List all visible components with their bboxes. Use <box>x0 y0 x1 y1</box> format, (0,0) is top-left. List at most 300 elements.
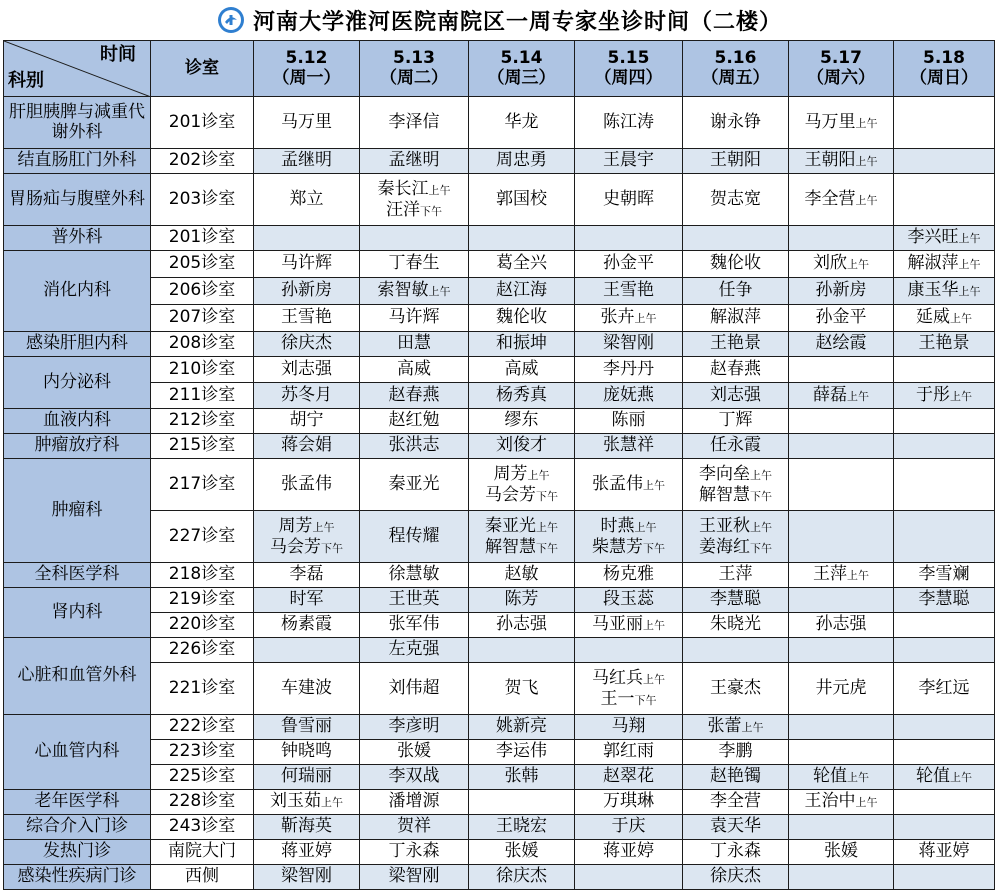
doctor-entry <box>683 254 788 274</box>
doctor-cell <box>469 149 575 174</box>
doctor-cell <box>575 459 683 511</box>
doctor-name: 蒋亚婷 <box>281 841 332 862</box>
doctor-name: 李雪斓 <box>918 564 970 585</box>
doctor-name: 张媛 <box>504 841 539 862</box>
doctor-cell <box>575 588 683 613</box>
doctor-entry <box>894 767 994 787</box>
doctor-cell <box>683 840 789 865</box>
department-cell: 普外科 <box>4 226 151 251</box>
doctor-entry <box>683 464 788 484</box>
doctor-name: 张慧祥 <box>603 435 654 456</box>
shift-label: 上午 <box>950 312 972 326</box>
day-header <box>789 41 894 97</box>
doctor-cell <box>789 588 894 613</box>
day-weekday: （周四） <box>594 67 663 88</box>
doctor-name: 秦亚光 <box>485 516 536 537</box>
shift-label: 上午 <box>950 771 972 785</box>
doctor-entry <box>360 817 468 837</box>
doctor-cell <box>894 383 995 409</box>
doctor-entry <box>360 640 468 660</box>
doctor-entry <box>575 537 682 557</box>
doctor-cell <box>683 613 789 638</box>
room-cell: 227诊室 <box>151 511 254 563</box>
doctor-name: 潘增源 <box>388 791 440 812</box>
doctor-cell <box>360 815 469 840</box>
shift-label: 上午 <box>855 193 878 207</box>
room-cell: 219诊室 <box>151 588 254 613</box>
doctor-name: 任永霞 <box>710 435 761 456</box>
doctor-name: 马红兵 <box>592 668 643 689</box>
doctor-cell <box>894 715 995 740</box>
doctor-entry <box>575 475 682 495</box>
doctor-entry <box>683 190 788 210</box>
doctor-entry <box>575 792 682 812</box>
day-header <box>254 41 360 97</box>
doctor-name: 于庆 <box>611 816 646 837</box>
doctor-cell <box>575 638 683 663</box>
doctor-cell <box>894 459 995 511</box>
doctor-cell <box>254 765 360 790</box>
corner-header-cell <box>4 41 151 97</box>
doctor-cell <box>683 815 789 840</box>
doctor-cell <box>254 278 360 305</box>
shift-label: 上午 <box>634 312 657 326</box>
doctor-cell <box>469 511 575 563</box>
doctor-cell <box>789 409 894 434</box>
doctor-cell <box>789 383 894 409</box>
doctor-cell <box>789 815 894 840</box>
doctor-cell <box>469 383 575 409</box>
doctor-entry <box>789 113 893 133</box>
doctor-cell <box>894 305 995 332</box>
doctor-cell <box>360 149 469 174</box>
doctor-entry <box>360 842 468 862</box>
schedule-row <box>4 226 995 251</box>
schedule-row <box>4 278 995 305</box>
doctor-name: 李全营 <box>710 791 761 812</box>
department-cell: 肿瘤科 <box>4 459 151 563</box>
doctor-entry <box>683 537 788 557</box>
doctor-name: 程传耀 <box>388 525 440 546</box>
doctor-entry <box>894 308 994 328</box>
doctor-cell <box>789 765 894 790</box>
doctor-name: 徐庆杰 <box>281 333 332 354</box>
doctor-cell <box>360 434 469 459</box>
day-date: 5.18 <box>923 47 965 68</box>
doctor-cell <box>789 613 894 638</box>
shift-label: 上午 <box>321 796 343 810</box>
shift-label: 上午 <box>950 389 972 403</box>
doctor-entry <box>469 360 574 380</box>
doctor-name: 王朝阳 <box>804 150 856 171</box>
doctor-name: 姜海红 <box>699 536 750 557</box>
doctor-cell <box>575 613 683 638</box>
doctor-name: 马万里 <box>281 111 332 132</box>
doctor-cell <box>254 357 360 383</box>
doctor-entry <box>469 516 574 536</box>
doctor-name: 周芳 <box>493 464 528 485</box>
doctor-entry <box>683 308 788 328</box>
doctor-entry <box>469 565 574 585</box>
doctor-name: 王雪艳 <box>603 280 654 301</box>
doctor-entry <box>789 151 893 171</box>
doctor-cell <box>254 305 360 332</box>
doctor-cell <box>894 511 995 563</box>
shift-label: 上午 <box>643 478 665 492</box>
doctor-entry <box>254 281 359 301</box>
doctor-entry <box>575 190 682 210</box>
doctor-name: 张媛 <box>397 741 431 762</box>
day-header <box>469 41 575 97</box>
day-weekday: （周五） <box>701 67 770 88</box>
doctor-cell <box>789 174 894 226</box>
room-cell: 215诊室 <box>151 434 254 459</box>
doctor-cell <box>789 790 894 815</box>
doctor-name: 赵红勉 <box>388 410 440 431</box>
doctor-cell <box>360 332 469 357</box>
doctor-entry <box>575 689 682 709</box>
room-cell: 218诊室 <box>151 563 254 588</box>
doctor-name: 袁天华 <box>710 816 761 837</box>
doctor-cell <box>683 174 789 226</box>
doctor-name: 姚新亮 <box>496 716 547 737</box>
doctor-cell <box>360 588 469 613</box>
doctor-name: 张军伟 <box>388 614 440 635</box>
room-cell: 228诊室 <box>151 790 254 815</box>
doctor-entry <box>575 113 682 133</box>
day-date: 5.13 <box>393 47 435 68</box>
doctor-entry <box>683 360 788 380</box>
doctor-name: 和振坤 <box>496 333 547 354</box>
shift-label: 上午 <box>750 469 772 483</box>
doctor-name: 车建波 <box>281 677 332 698</box>
doctor-entry <box>469 679 574 699</box>
doctor-cell <box>789 459 894 511</box>
doctor-name: 孙志强 <box>496 614 547 635</box>
doctor-name: 胡宁 <box>289 410 324 431</box>
doctor-name: 丁辉 <box>718 410 753 431</box>
doctor-cell <box>360 409 469 434</box>
doctor-entry <box>683 717 788 737</box>
doctor-cell <box>254 740 360 765</box>
doctor-cell <box>360 174 469 226</box>
doctor-cell <box>789 226 894 251</box>
doctor-name: 丁春生 <box>388 253 440 274</box>
doctor-cell <box>789 840 894 865</box>
doctor-entry <box>575 281 682 301</box>
department-cell: 肿瘤放疗科 <box>4 434 151 459</box>
doctor-name: 李丹丹 <box>603 358 654 379</box>
doctor-cell <box>575 663 683 715</box>
doctor-entry <box>469 254 574 274</box>
doctor-name: 王萍 <box>813 564 847 585</box>
doctor-entry <box>254 190 359 210</box>
doctor-name: 万琪琳 <box>603 791 654 812</box>
schedule-row <box>4 740 995 765</box>
doctor-name: 秦长江 <box>377 179 429 200</box>
doctor-cell <box>469 174 575 226</box>
doctor-entry <box>360 411 468 431</box>
doctor-entry <box>360 113 468 133</box>
schedule-row <box>4 840 995 865</box>
shift-label: 上午 <box>847 771 869 785</box>
doctor-cell <box>575 740 683 765</box>
department-cell: 综合介入门诊 <box>4 815 151 840</box>
department-cell: 发热门诊 <box>4 840 151 865</box>
doctor-entry <box>254 308 359 328</box>
doctor-cell <box>894 563 995 588</box>
room-cell: 225诊室 <box>151 765 254 790</box>
doctor-entry <box>575 151 682 171</box>
doctor-entry <box>683 792 788 812</box>
doctor-entry <box>254 679 359 699</box>
doctor-entry <box>360 792 468 812</box>
shift-label: 上午 <box>428 184 451 198</box>
doctor-cell <box>254 174 360 226</box>
doctor-cell <box>683 563 789 588</box>
doctor-cell <box>894 434 995 459</box>
doctor-cell <box>360 740 469 765</box>
doctor-name: 王艳景 <box>918 333 970 354</box>
doctor-entry <box>360 179 468 199</box>
doctor-name: 徐庆杰 <box>496 866 547 887</box>
schedule-row <box>4 563 995 588</box>
doctor-cell <box>575 815 683 840</box>
doctor-cell <box>360 97 469 149</box>
shift-label: 下午 <box>634 693 657 707</box>
doctor-entry <box>254 792 359 812</box>
doctor-name: 赵艳镯 <box>710 766 761 787</box>
doctor-name: 张洪志 <box>388 435 440 456</box>
doctor-cell <box>789 434 894 459</box>
doctor-name: 刘志强 <box>710 384 761 405</box>
doctor-cell <box>254 790 360 815</box>
doctor-entry <box>575 436 682 456</box>
doctor-entry <box>894 281 994 301</box>
doctor-entry <box>254 742 359 762</box>
room-cell: 201诊室 <box>151 226 254 251</box>
doctor-entry <box>789 334 893 354</box>
doctor-name: 靳海英 <box>281 816 332 837</box>
room-cell: 243诊室 <box>151 815 254 840</box>
schedule-body <box>4 97 995 890</box>
doctor-cell <box>360 790 469 815</box>
department-cell: 肾内科 <box>4 588 151 638</box>
doctor-cell <box>683 765 789 790</box>
shift-label: 下午 <box>750 541 772 555</box>
doctor-entry <box>469 485 574 505</box>
doctor-entry <box>360 717 468 737</box>
doctor-name: 李兴旺 <box>907 227 959 248</box>
doctor-name: 郭红雨 <box>603 741 654 762</box>
day-weekday: （周二） <box>380 67 448 88</box>
schedule-row <box>4 638 995 663</box>
doctor-name: 张韩 <box>504 766 539 787</box>
doctor-name: 时军 <box>289 589 324 610</box>
schedule-row <box>4 815 995 840</box>
doctor-name: 史朝晖 <box>603 188 654 209</box>
doctor-cell <box>683 251 789 278</box>
schedule-row <box>4 613 995 638</box>
doctor-name: 马翔 <box>611 716 646 737</box>
doctor-cell <box>575 383 683 409</box>
doctor-entry <box>469 386 574 406</box>
doctor-cell <box>683 434 789 459</box>
doctor-cell <box>789 305 894 332</box>
doctor-name: 孙志强 <box>815 614 867 635</box>
doctor-cell <box>254 251 360 278</box>
doctor-name: 解淑萍 <box>710 307 761 328</box>
day-date: 5.17 <box>820 47 862 68</box>
shift-label: 上午 <box>428 285 451 299</box>
doctor-cell <box>360 638 469 663</box>
shift-label: 上午 <box>958 232 981 246</box>
doctor-cell <box>469 588 575 613</box>
doctor-cell <box>575 511 683 563</box>
doctor-name: 王朝阳 <box>710 150 761 171</box>
doctor-entry <box>789 254 893 274</box>
doctor-cell <box>254 226 360 251</box>
doctor-cell <box>469 226 575 251</box>
doctor-cell <box>575 97 683 149</box>
doctor-name: 杨克雅 <box>603 564 654 585</box>
doctor-entry <box>575 590 682 610</box>
shift-label: 上午 <box>643 673 665 687</box>
doctor-entry <box>360 254 468 274</box>
doctor-cell <box>360 765 469 790</box>
doctor-entry <box>683 842 788 862</box>
department-cell: 感染性疾病门诊 <box>4 865 151 890</box>
hospital-logo-icon <box>217 6 245 34</box>
doctor-cell <box>575 305 683 332</box>
doctor-name: 张蕾 <box>707 716 742 737</box>
doctor-name: 张卉 <box>600 307 635 328</box>
doctor-cell <box>254 613 360 638</box>
doctor-name: 段玉蕊 <box>603 589 654 610</box>
doctor-entry <box>789 767 893 787</box>
room-cell: 226诊室 <box>151 638 254 663</box>
doctor-entry <box>254 254 359 274</box>
doctor-cell <box>789 251 894 278</box>
doctor-entry <box>575 411 682 431</box>
schedule-row <box>4 305 995 332</box>
shift-label: 上午 <box>527 469 550 483</box>
doctor-entry <box>683 516 788 536</box>
shift-label: 上午 <box>958 258 981 272</box>
schedule-row <box>4 765 995 790</box>
doctor-cell <box>789 663 894 715</box>
doctor-entry <box>894 254 994 274</box>
doctor-cell <box>789 511 894 563</box>
doctor-cell <box>683 740 789 765</box>
doctor-cell <box>789 332 894 357</box>
doctor-name: 谢永铮 <box>710 111 761 132</box>
doctor-name: 田慧 <box>397 333 431 354</box>
doctor-cell <box>575 840 683 865</box>
doctor-name: 马会芳 <box>270 536 321 557</box>
doctor-cell <box>360 715 469 740</box>
doctor-cell <box>575 278 683 305</box>
doctor-entry <box>254 436 359 456</box>
page-title-bar <box>0 0 999 40</box>
day-weekday: （周六） <box>807 67 875 88</box>
doctor-entry <box>894 228 994 248</box>
doctor-name: 时燕 <box>600 516 635 537</box>
doctor-entry <box>469 590 574 610</box>
doctor-cell <box>894 663 995 715</box>
doctor-entry <box>254 360 359 380</box>
schedule-row <box>4 434 995 459</box>
doctor-entry <box>254 475 359 495</box>
doctor-cell <box>254 434 360 459</box>
shift-label: 上午 <box>855 116 878 130</box>
doctor-name: 赵翠花 <box>603 766 654 787</box>
doctor-entry <box>894 386 994 406</box>
doctor-entry <box>683 615 788 635</box>
doctor-cell <box>469 715 575 740</box>
doctor-entry <box>575 767 682 787</box>
doctor-cell <box>469 613 575 638</box>
doctor-cell <box>360 226 469 251</box>
doctor-entry <box>360 742 468 762</box>
doctor-entry <box>254 113 359 133</box>
shift-label: 上午 <box>312 521 335 535</box>
doctor-cell <box>683 305 789 332</box>
day-weekday: （周一） <box>272 67 341 88</box>
doctor-entry <box>789 308 893 328</box>
doctor-name: 赵江海 <box>496 280 547 301</box>
doctor-name: 杨素霞 <box>281 614 332 635</box>
doctor-entry <box>360 590 468 610</box>
doctor-cell <box>683 97 789 149</box>
doctor-entry <box>469 308 574 328</box>
doctor-entry <box>575 615 682 635</box>
doctor-name: 庞妩燕 <box>603 384 654 405</box>
doctor-cell <box>683 409 789 434</box>
doctor-name: 马许辉 <box>281 253 332 274</box>
doctor-name: 陈芳 <box>504 589 539 610</box>
doctor-cell <box>683 357 789 383</box>
doctor-cell <box>254 149 360 174</box>
doctor-entry <box>683 867 788 887</box>
doctor-entry <box>469 464 574 484</box>
doctor-entry <box>254 151 359 171</box>
doctor-entry <box>469 867 574 887</box>
doctor-cell <box>360 511 469 563</box>
doctor-entry <box>683 281 788 301</box>
doctor-name: 索智敏 <box>377 280 429 301</box>
doctor-entry <box>789 679 893 699</box>
doctor-name: 高威 <box>504 358 539 379</box>
day-date: 5.16 <box>714 47 757 68</box>
day-weekday: （周日） <box>910 67 978 88</box>
doctor-cell <box>683 511 789 563</box>
shift-label: 下午 <box>750 489 772 503</box>
doctor-entry <box>360 679 468 699</box>
shift-label: 上午 <box>855 155 878 169</box>
doctor-name: 梁智刚 <box>603 333 654 354</box>
doctor-entry <box>360 386 468 406</box>
day-date: 5.15 <box>607 47 650 68</box>
header-row <box>4 41 995 97</box>
doctor-cell <box>469 638 575 663</box>
doctor-name: 王世英 <box>388 589 440 610</box>
doctor-cell <box>789 357 894 383</box>
doctor-entry <box>575 254 682 274</box>
doctor-name: 李红远 <box>918 677 970 698</box>
doctor-entry <box>683 485 788 505</box>
doctor-cell <box>683 226 789 251</box>
